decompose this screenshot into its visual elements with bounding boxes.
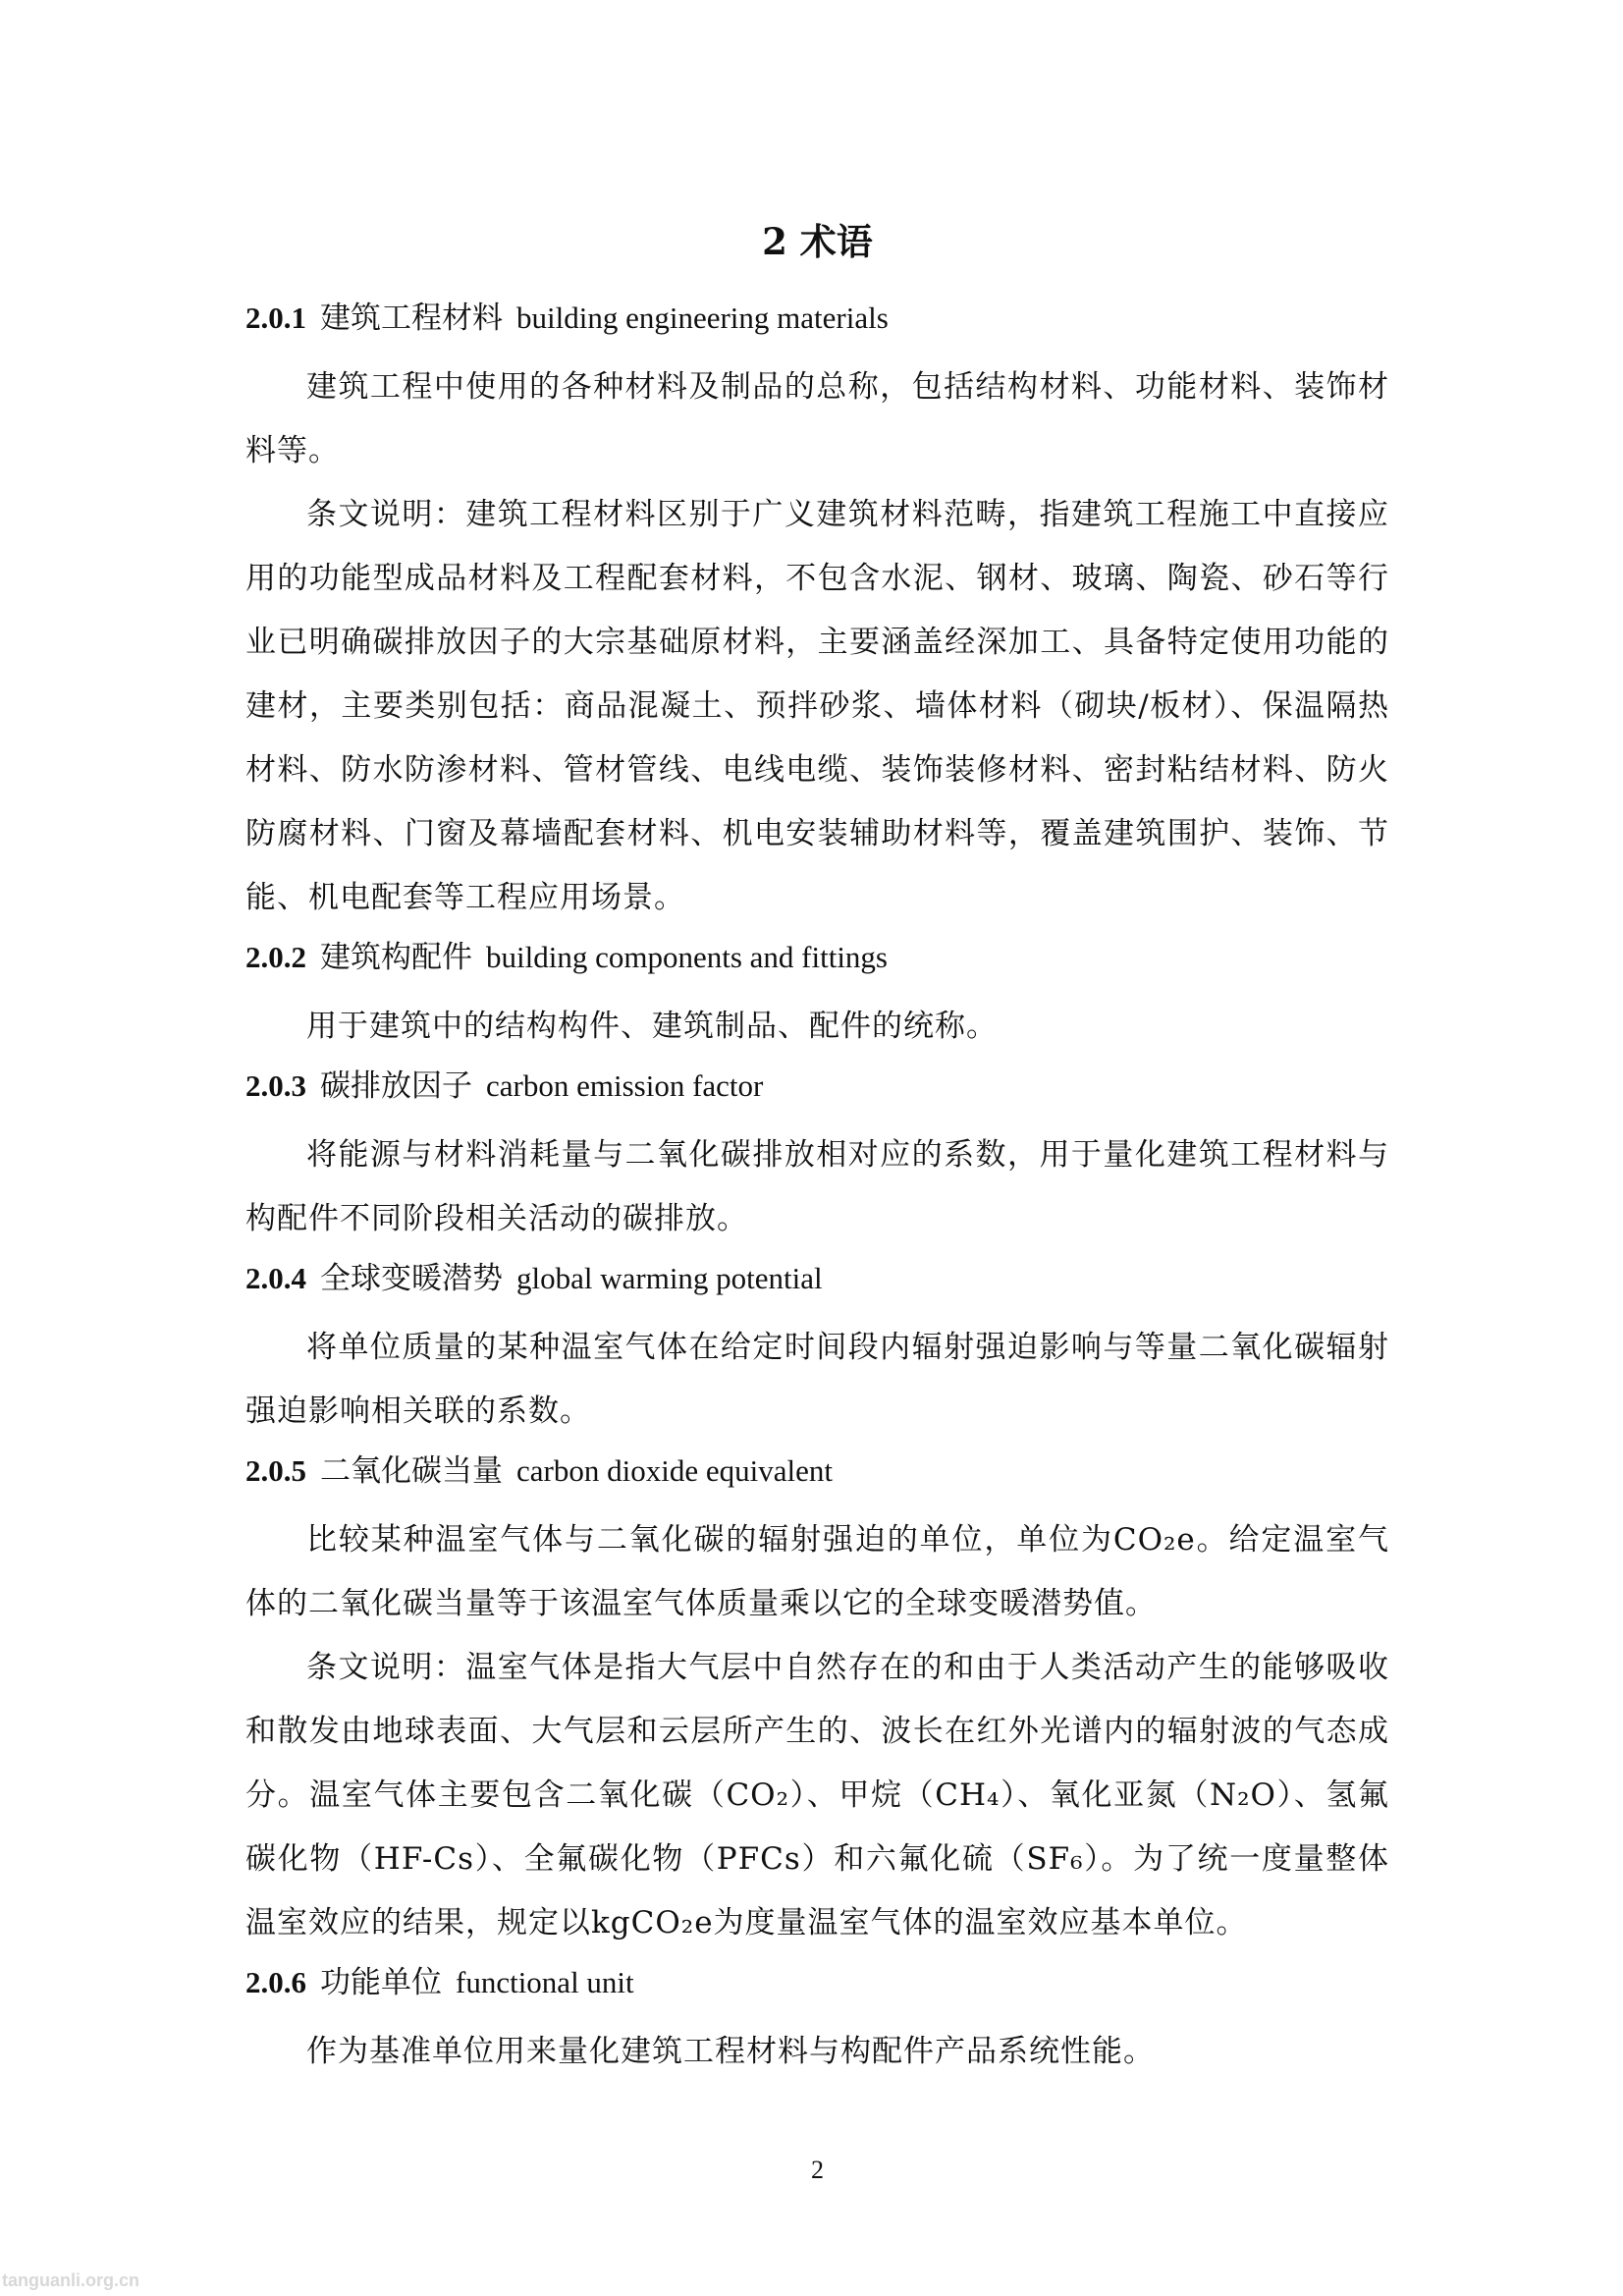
term-name-en: building components and fittings — [486, 940, 888, 974]
term-heading — [245, 291, 1389, 355]
term-number: 2.0.1 — [245, 301, 306, 335]
term-name-cn: 建筑构配件 — [320, 940, 472, 975]
term-name-cn: 建筑工程材料 — [320, 301, 503, 336]
term-2-0-2 — [245, 930, 1389, 1059]
term-definition: 比较某种温室气体与二氧化碳的辐射强迫的单位，单位为CO₂e。给定温室气体的二氧化碳当量等于该温室气体质量乘以它的全球变暖潜势值。 — [245, 1522, 1389, 1621]
term-definition: 作为基准单位用来量化建筑工程材料与构配件产品系统性能。 — [306, 2034, 1155, 2069]
term-definition: 用于建筑中的结构构件、建筑制品、配件的统称。 — [306, 1009, 998, 1044]
term-name-en: global warming potential — [516, 1261, 823, 1295]
term-heading — [245, 1444, 1389, 1508]
term-number: 2.0.2 — [245, 940, 306, 974]
term-name-cn: 碳排放因子 — [320, 1068, 472, 1104]
term-name-en: functional unit — [456, 1965, 634, 1999]
term-name-en: building engineering materials — [516, 301, 889, 335]
term-number: 2.0.5 — [245, 1453, 306, 1488]
term-name-cn: 二氧化碳当量 — [320, 1453, 503, 1489]
term-2-0-3 — [245, 1059, 1389, 1251]
term-2-0-1 — [245, 291, 1389, 930]
term-heading — [245, 1955, 1389, 2020]
term-heading — [245, 1059, 1389, 1123]
term-heading — [245, 1251, 1389, 1316]
term-name-en: carbon emission factor — [486, 1068, 764, 1103]
term-name-cn: 全球变暖潜势 — [320, 1261, 503, 1296]
term-2-0-5 — [245, 1444, 1389, 1955]
term-2-0-4 — [245, 1251, 1389, 1444]
term-definition: 将单位质量的某种温室气体在给定时间段内辐射强迫影响与等量二氧化碳辐射强迫影响相关联的系数。 — [245, 1330, 1389, 1429]
watermark: tanguanli.org.cn — [2, 2270, 140, 2290]
term-definition: 将能源与材料消耗量与二氧化碳排放相对应的系数，用于量化建筑工程材料与构配件不同阶段相关活动的碳排放。 — [245, 1137, 1389, 1236]
term-number: 2.0.4 — [245, 1261, 306, 1295]
term-number: 2.0.3 — [245, 1068, 306, 1103]
term-heading — [245, 930, 1389, 995]
term-name-cn: 功能单位 — [320, 1965, 442, 2000]
terms-list — [245, 291, 1389, 2084]
term-number: 2.0.6 — [245, 1965, 306, 1999]
page-number: 2 — [811, 2156, 824, 2184]
term-note: 条文说明：建筑工程材料区别于广义建筑材料范畴，指建筑工程施工中直接应用的功能型成品材料及工程配套材料，不包含水泥、钢材、玻璃、陶瓷、砂石等行业已明确碳排放因子的大宗基础原材料，主要涵盖经深加工、具备特定使用功能的建材，主要类别包括：商品混凝土、预拌砂浆、墙体材料（砌块/板材）、保温隔热材料、防水防渗材料、管材管线、电线电缆、装饰装修材料、密封粘结材料、防火防腐材料、门窗及幕墙配套材料、机电安装辅助材料等，覆盖建筑围护、装饰、节能、机电配套等工程应用场景。 — [245, 497, 1389, 915]
term-definition: 建筑工程中使用的各种材料及制品的总称，包括结构材料、功能材料、装饰材料等。 — [245, 369, 1389, 468]
term-2-0-6 — [245, 1955, 1389, 2084]
term-name-en: carbon dioxide equivalent — [516, 1453, 833, 1488]
chapter-title: 2 术语 — [762, 220, 873, 263]
term-note: 条文说明：温室气体是指大气层中自然存在的和由于人类活动产生的能够吸收和散发由地球表面、大气层和云层所产生的、波长在红外光谱内的辐射波的气态成分。温室气体主要包含二氧化碳（CO₂）、甲烷（CH₄）、氧化亚氮（N₂O）、氢氟碳化物（HF-Cs）、全氟碳化物（PFCs）和六氟化硫（SF₆）。为了统一度量整体温室效应的结果，规定以kgCO₂e为度量温室气体的温室效应基本单位。 — [245, 1650, 1389, 1941]
